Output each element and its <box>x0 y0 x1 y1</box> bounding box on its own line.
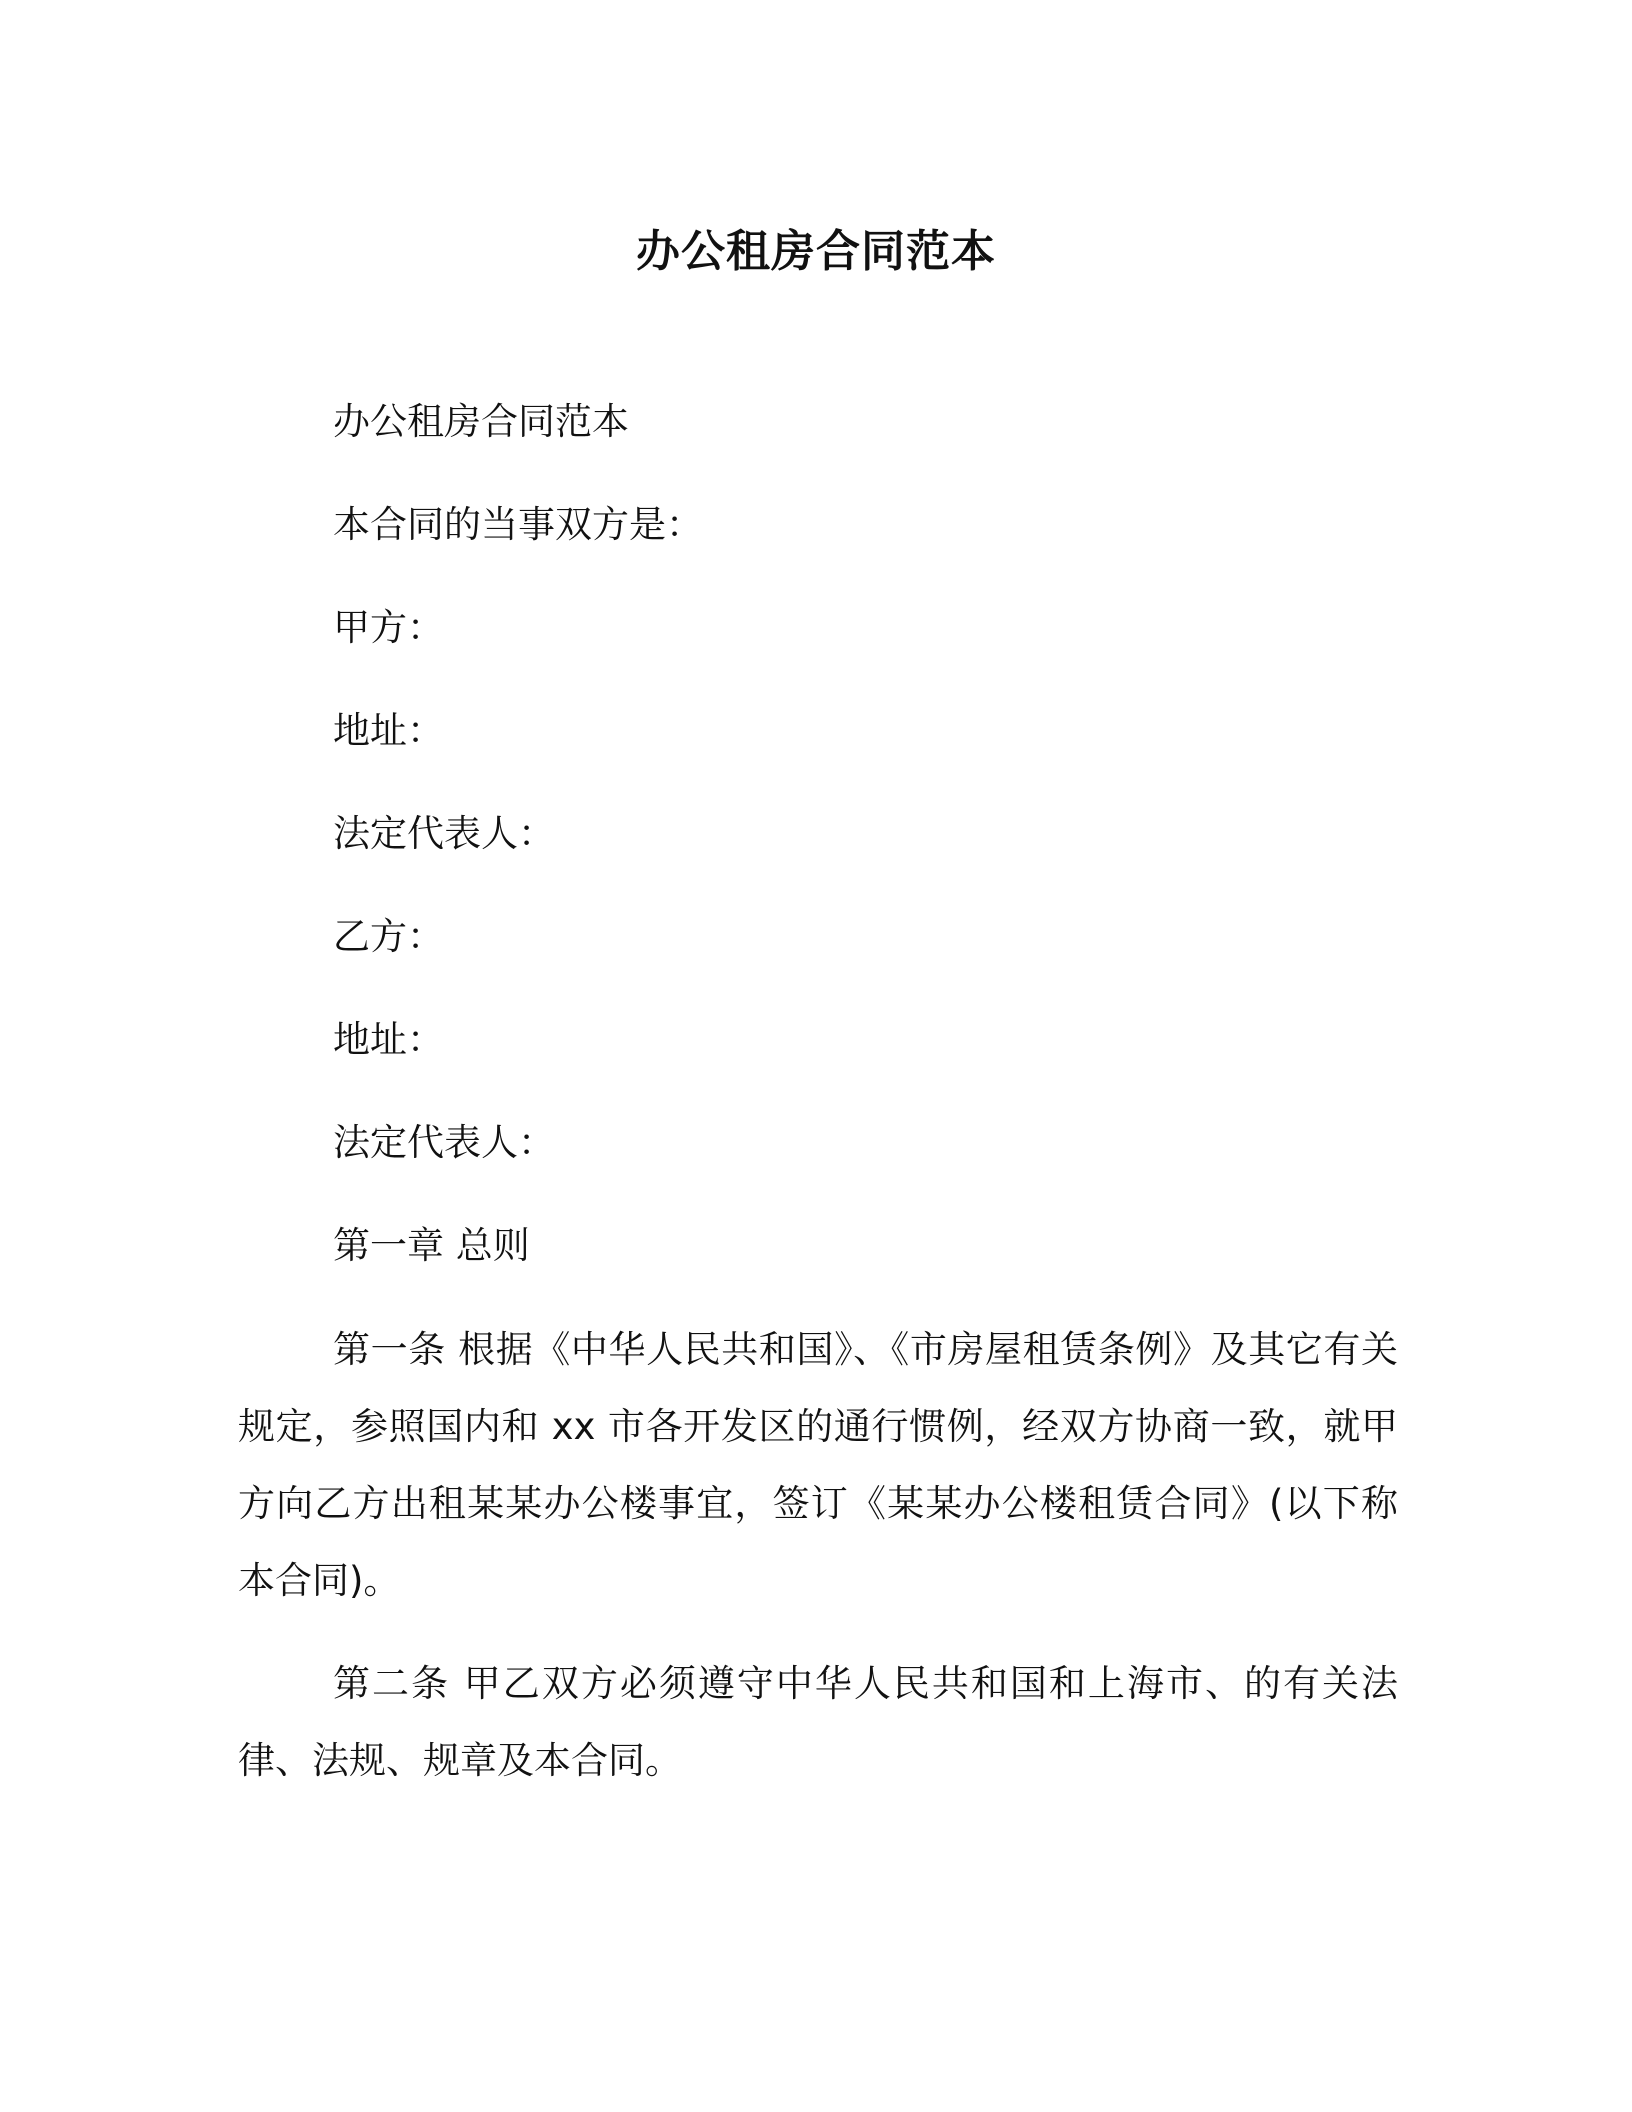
party-a-label: 甲方： <box>333 606 444 649</box>
subtitle-line: 办公租房合同范本 <box>333 400 629 443</box>
article-paragraph: 第一条 根据《中华人民共和国》、《市房屋租赁条例》及其它有关规定，参照国内和 xx 市各开发区的通行惯例，经双方协商一致，就甲方向乙方出租某某办公楼事宜，签订《某某办公楼租赁合同》(以下称本合同)。 <box>238 1328 1398 1602</box>
parties-intro-line: 本合同的当事双方是： <box>333 503 703 546</box>
party-a-representative-label: 法定代表人： <box>333 812 555 855</box>
article-paragraph: 第二条 甲乙双方必须遵守中华人民共和国和上海市、的有关法律、法规、规章及本合同。 <box>238 1662 1398 1782</box>
chapter-heading: 第一章 总则 <box>333 1224 530 1267</box>
party-b-representative-label: 法定代表人： <box>333 1121 555 1164</box>
document-title: 办公租房合同范本 <box>636 226 996 277</box>
party-a-address-label: 地址： <box>333 709 444 752</box>
party-b-address-label: 地址： <box>333 1018 444 1061</box>
party-b-label: 乙方： <box>333 915 444 958</box>
